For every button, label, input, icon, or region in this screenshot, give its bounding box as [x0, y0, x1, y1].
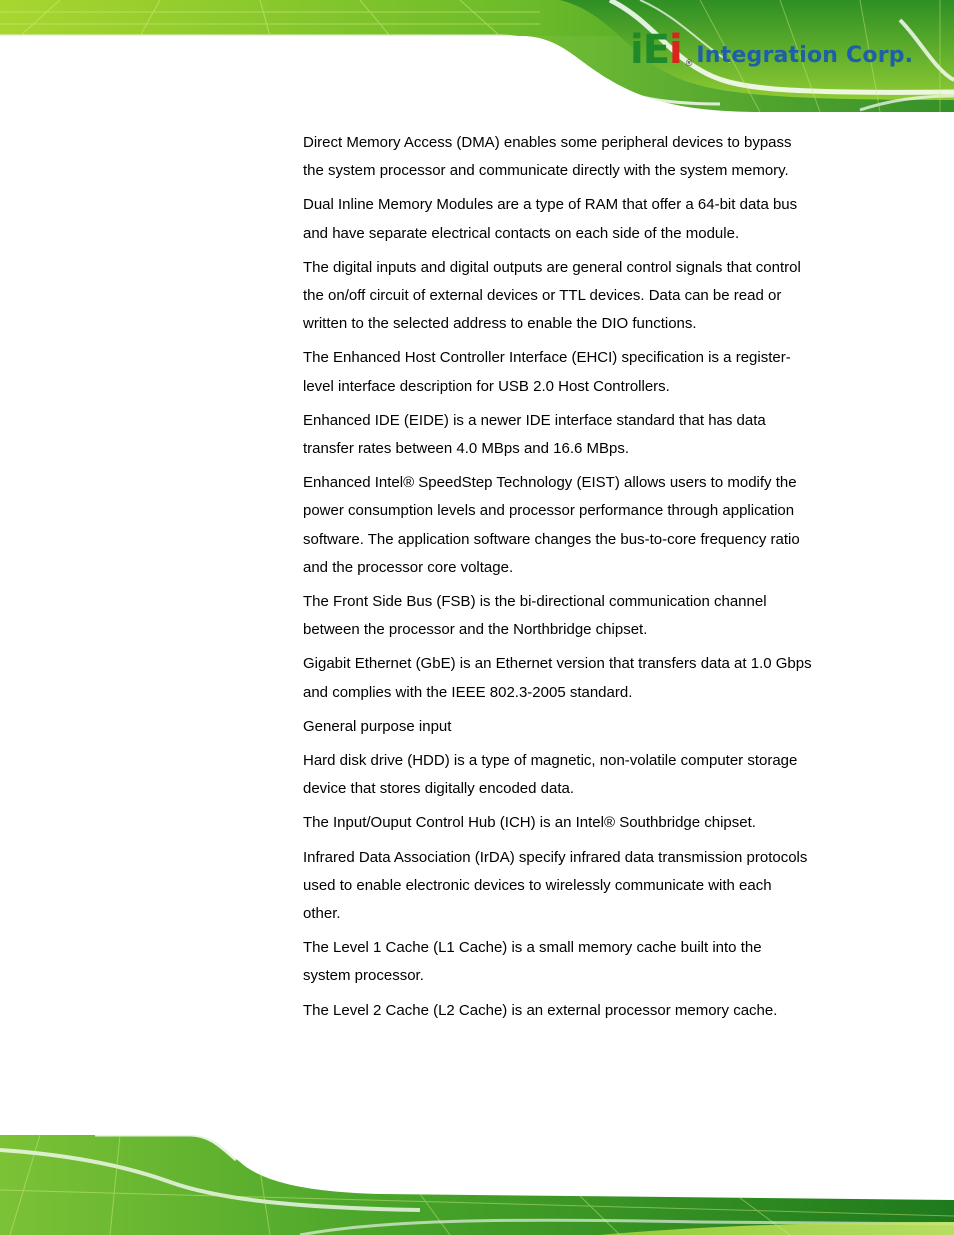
definition-dio: The digital inputs and digital outputs are general control signals that control the on/off circuit of external devices or TTL devices. Data can be read or written to the selected address to enable the DIO functions. — [303, 258, 801, 333]
footer-banner — [0, 1130, 954, 1235]
header-banner — [0, 0, 954, 112]
definition-irda: Infrared Data Association (IrDA) specify infrared data transmission protocols used to enable electronic devices to wirelessly communicate with each other. — [303, 848, 808, 923]
definition-l1-cache: The Level 1 Cache (L1 Cache) is a small memory cache built into the system processor. — [303, 939, 762, 985]
definition-hdd: Hard disk drive (HDD) is a type of magnetic, non-volatile computer storage device that stores digitally encoded data. — [303, 752, 798, 798]
definition-ehci: The Enhanced Host Controller Interface (EHCI) specification is a register-level interface description for USB 2.0 Host Controllers. — [303, 349, 791, 395]
logo-mark: iEi — [630, 27, 682, 73]
definition-l2-cache: The Level 2 Cache (L2 Cache) is an external processor memory cache. — [303, 1001, 778, 1019]
definition-eide: Enhanced IDE (EIDE) is a newer IDE interface standard that has data transfer rates between 4.0 MBps and 16.6 MBps. — [303, 411, 766, 458]
footer-decoration — [0, 1130, 954, 1235]
company-logo — [630, 26, 914, 73]
definition-gpi: General purpose input — [303, 717, 452, 735]
definition-dma: Direct Memory Access (DMA) enables some peripheral devices to bypass the system processor and communicate directly with the system memory. — [303, 134, 792, 180]
definition-dimm: Dual Inline Memory Modules are a type of RAM that offer a 64-bit data bus and have separate electrical contacts on each side of the module. — [303, 196, 798, 242]
registered-mark: ® — [685, 58, 693, 68]
logo-text: Integration Corp. — [696, 43, 914, 68]
definition-fsb: The Front Side Bus (FSB) is the bi-directional communication channel between the processor and the Northbridge chipset. — [303, 593, 767, 639]
definition-ich: The Input/Ouput Control Hub (ICH) is an Intel® Southbridge chipset. — [303, 814, 756, 832]
glossary-definitions — [303, 129, 813, 1031]
definition-gbe: Gigabit Ethernet (GbE) is an Ethernet version that transfers data at 1.0 Gbps and complies with the IEEE 802.3-2005 standard. — [303, 655, 812, 701]
definition-eist: Enhanced Intel® SpeedStep Technology (EIST) allows users to modify the power consumption levels and processor performance through application software. The application software changes the bus-to-core frequency ratio and the processor core voltage. — [303, 474, 800, 576]
